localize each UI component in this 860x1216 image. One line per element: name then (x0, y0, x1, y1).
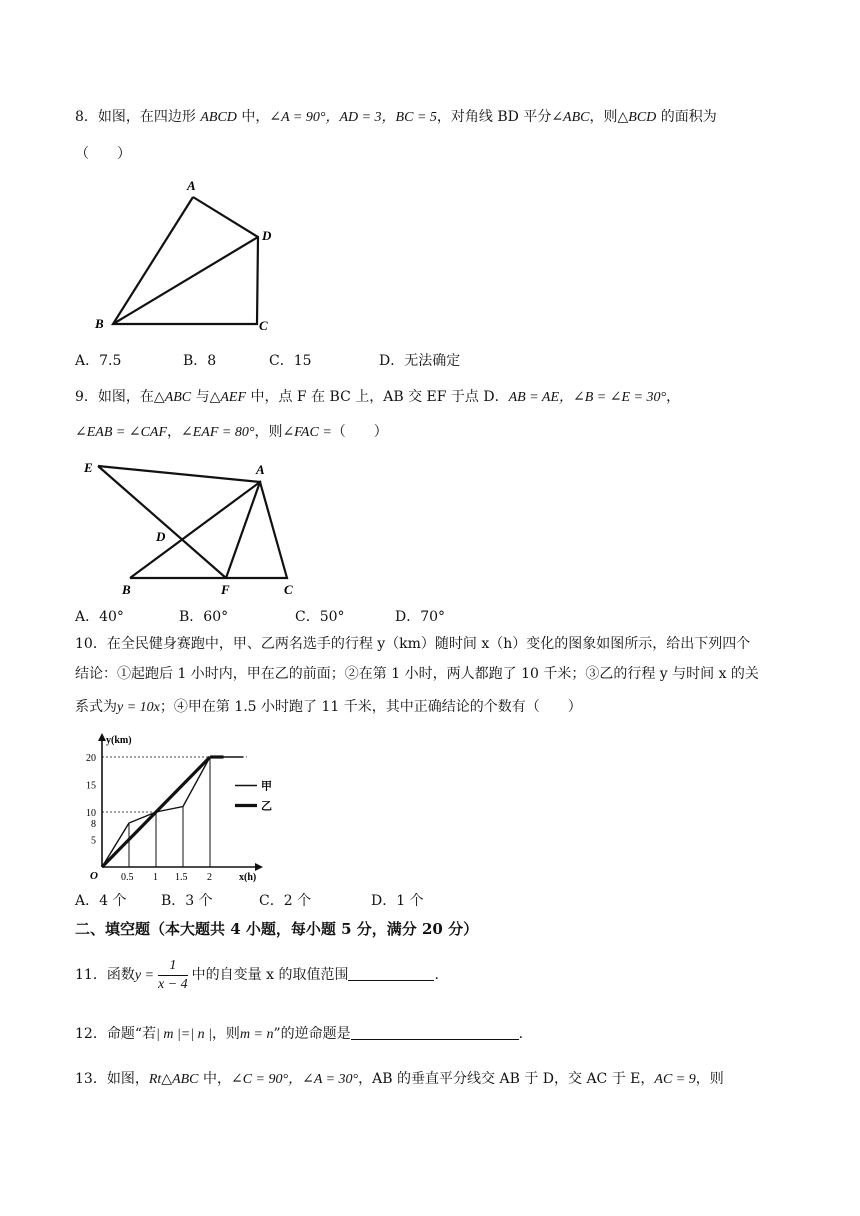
q9-options (75, 607, 445, 627)
q8-stem: 8．如图，在四边形 ABCD 中，∠A = 90°，AD = 3，BC = 5，对角线 BD 平分∠ABC，则△BCD 的面积为 (75, 109, 717, 125)
x-tick-label: 0.5 (121, 872, 134, 883)
q8-paren: （ ） (75, 146, 131, 162)
q8-option-d[interactable]: D．无法确定 (379, 353, 461, 369)
q9-option-a[interactable]: A．40° (75, 609, 124, 625)
legend-jia-label: 甲 (261, 780, 272, 793)
y-axis-arrow (98, 733, 106, 741)
q8-label-d: D (262, 228, 272, 243)
q11-fraction: $\frac{1}{x - 4}$ (158, 957, 188, 992)
q12-answer-blank[interactable] (351, 1025, 519, 1040)
q12: 12．命题“若| m |=| n |，则m = n”的逆命题是 . (75, 1026, 524, 1042)
q9-label-a: A (256, 462, 265, 477)
section-title: 二、填空题（本大题共 4 小题，每小题 5 分，满分 20 分） (75, 920, 479, 938)
q10-line3: 系式为y = 10x；④甲在第 1.5 小时跑了 11 千米，其中正确结论的个数有（ ） (75, 699, 582, 715)
q10-line2: 结论：①起跑后 1 小时内，甲在乙的前面；②在第 1 小时，两人都跑了 10 千米；③乙的行程 y 与时间 x 的关 (75, 666, 759, 682)
q9-line2: ∠EAB = ∠CAF，∠EAF = 80°，则∠FAC =（ ） (75, 424, 388, 440)
y-axis-label: y(km) (106, 735, 132, 746)
q10-chart (72, 730, 287, 890)
y-tick-label: 5 (91, 835, 96, 847)
q8-option-a[interactable]: A．7.5 (75, 353, 122, 369)
x-tick-label: 1 (153, 872, 158, 883)
q9-option-d[interactable]: D．70° (395, 609, 446, 625)
q10-option-a[interactable]: A．4 个 (75, 893, 127, 909)
q9-label-e: E (84, 460, 93, 475)
y-tick-label: 10 (86, 808, 96, 819)
q8-label-b: B (95, 316, 104, 331)
y-tick-label: 15 (86, 780, 96, 792)
q9-option-c[interactable]: C．50° (295, 609, 345, 625)
q9-figure (80, 452, 305, 600)
origin-label: O (90, 870, 98, 882)
q8-figure (85, 170, 285, 340)
y-tick-label: 8 (91, 819, 96, 830)
q8-option-c[interactable]: C．15 (269, 353, 312, 369)
q10-option-b[interactable]: B．3 个 (161, 893, 213, 909)
q11: 11．函数y = $\frac{1}{x - 4}$ 中的自变量 x 的取值范围 . (75, 957, 439, 992)
legend-yi-label: 乙 (261, 800, 272, 813)
x-axis-arrow (255, 863, 263, 871)
q9-label-b: B (122, 582, 131, 597)
q9-label-c: C (284, 582, 293, 597)
q8-options (75, 351, 460, 371)
q10-line1: 10．在全民健身赛跑中，甲、乙两名选手的行程 y（km）随时间 x（h）变化的图象如图所示，给出下列四个 (75, 636, 751, 652)
x-axis-label: x(h) (239, 872, 257, 883)
q13: 13．如图，Rt△ABC 中，∠C = 90°，∠A = 30°，AB 的垂直平分线交 AB 于 D，交 AC 于 E，AC = 9，则 (75, 1071, 724, 1087)
q9-option-b[interactable]: B．60° (179, 609, 229, 625)
x-tick-label: 2 (207, 872, 212, 883)
q8-label-a: A (187, 178, 196, 193)
q8-option-b[interactable]: B．8 (183, 353, 217, 369)
q10-option-d[interactable]: D．1 个 (371, 893, 424, 909)
q8-label-c: C (259, 318, 268, 333)
q9-line1: 9．如图，在△ABC 与△AEF 中，点 F 在 BC 上，AB 交 EF 于点 D．AB = AE，∠B = ∠E = 30°， (75, 389, 681, 405)
q10-option-c[interactable]: C．2 个 (259, 893, 312, 909)
q10-options (75, 891, 424, 911)
y-tick-label: 20 (86, 753, 96, 764)
q9-label-f: F (221, 582, 230, 597)
q9-label-d: D (156, 529, 166, 544)
x-tick-label: 1.5 (175, 872, 188, 883)
q11-answer-blank[interactable] (348, 966, 434, 981)
